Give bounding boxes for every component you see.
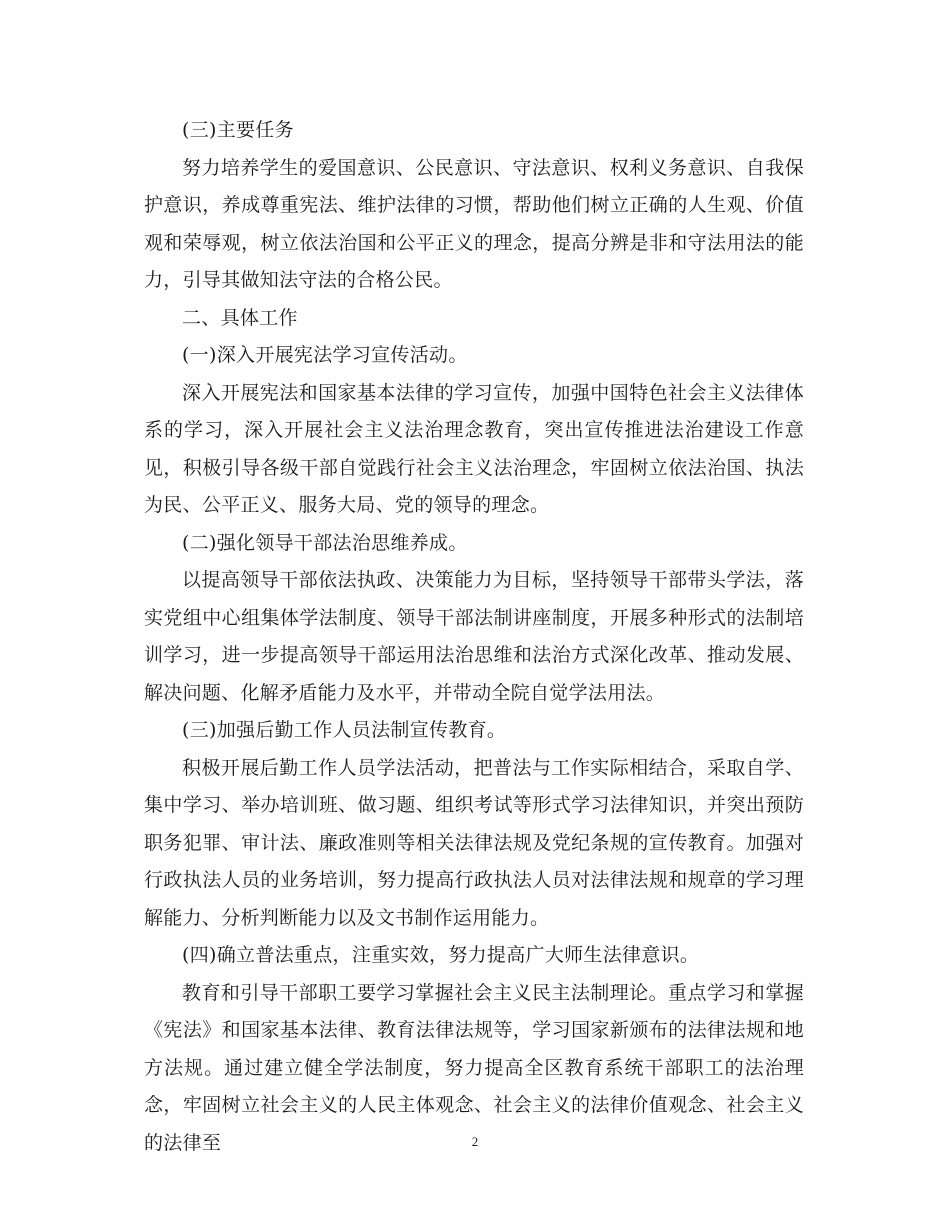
subheading-constitution-study: (一)深入开展宪法学习宣传活动。 (182, 344, 468, 366)
paragraph-law-popularization-focus: 教育和引导干部职工要学习掌握社会主义民主法制理论。重点学习和掌握《宪法》和国家基本法律、教育法律法规等，学习国家新颁布的法律法规和地方法规。通过建立健全学法制度，努力提高全区教育系统干部职工的法治理念，牢固树立社会主义的人民主体观念、社会主义的法律价值观念、社会主义的法律至 (144, 981, 804, 1154)
subheading-leader-rule-of-law: (二)强化领导干部法治思维养成。 (182, 531, 468, 554)
paragraph-logistics-staff: 积极开展后勤工作人员学法活动，把普法与工作实际相结合，采取自学、集中学习、举办培训班、做习题、组织考试等形式学习法律知识，并突出预防职务犯罪、审计法、廉政准则等相关法律法规及党纪条规的宣传教育。加强对行政执法人员的业务培训，努力提高行政执法人员对法律法规和规章的学习理解能力、分析判断能力以及文书制作运用能力。 (144, 756, 804, 929)
paragraph-constitution-study: 深入开展宪法和国家基本法律的学习宣传，加强中国特色社会主义法律体系的学习，深入开展社会主义法治理念教育，突出宣传推进法治建设工作意见，积极引导各级干部自觉践行社会主义法治理念，牢固树立依法治国、执法为民、公平正义、服务大局、党的领导的理念。 (144, 381, 804, 516)
section-heading-main-tasks: (三)主要任务 (182, 119, 294, 141)
paragraph-main-tasks: 努力培养学生的爱国意识、公民意识、守法意识、权利义务意识、自我保护意识，养成尊重宪法、维护法律的习惯，帮助他们树立正确的人生观、价值观和荣辱观，树立依法治国和公平正义的理念，提高分辨是非和守法用法的能力，引导其做知法守法的合格公民。 (144, 156, 804, 291)
subheading-logistics-staff: (三)加强后勤工作人员法制宣传教育。 (182, 719, 507, 741)
subheading-law-popularization-focus: (四)确立普法重点，注重实效，努力提高广大师生法律意识。 (182, 944, 700, 966)
document-body (144, 112, 804, 1162)
section-heading-specific-work: 二、具体工作 (182, 306, 298, 329)
page-number: 2 (471, 1134, 479, 1149)
paragraph-leader-rule-of-law: 以提高领导干部依法执政、决策能力为目标，坚持领导干部带头学法，落实党组中心组集体学法制度、领导干部法制讲座制度，开展多种形式的法制培训学习，进一步提高领导干部运用法治思维和法治方式深化改革、推动发展、解决问题、化解矛盾能力及水平，并带动全院自觉学法用法。 (144, 569, 804, 704)
